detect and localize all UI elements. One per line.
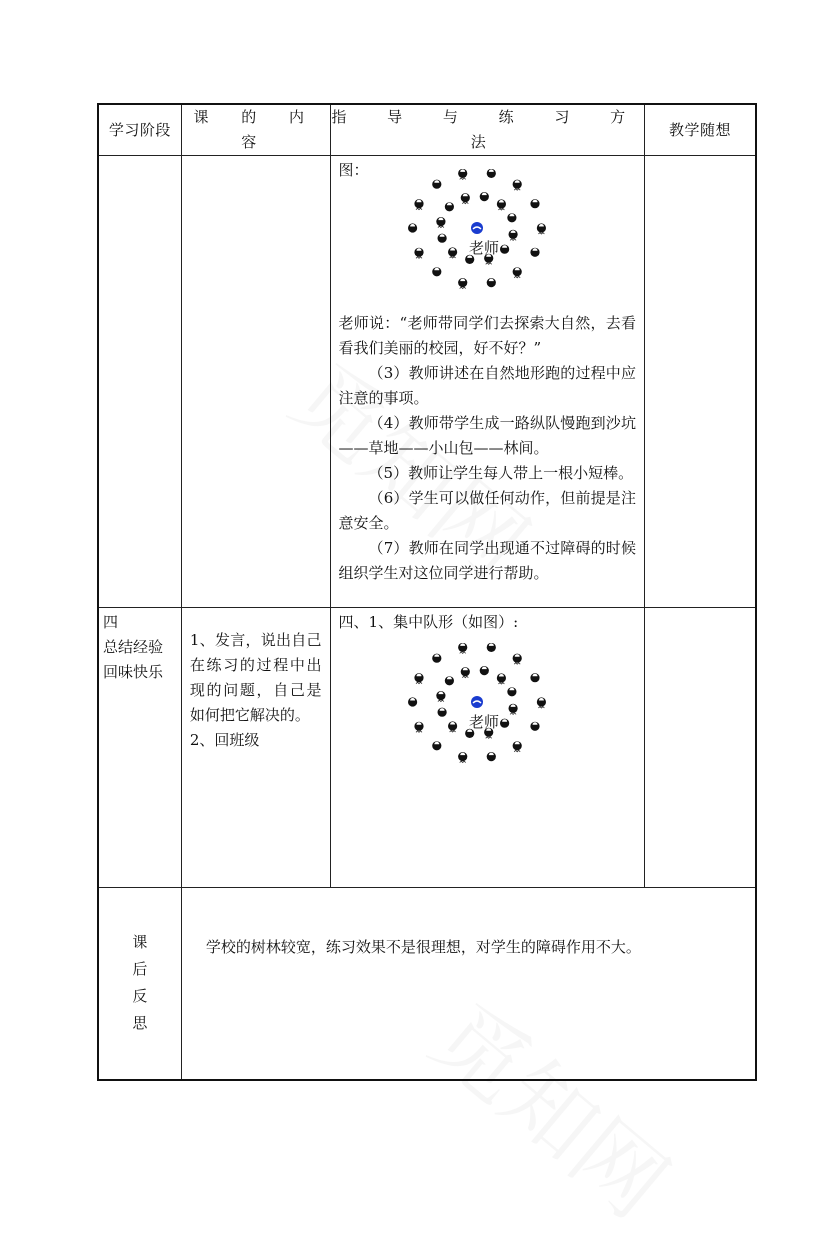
reflection-char: 反: [132, 987, 148, 1006]
student-dot: [513, 180, 522, 191]
reflection-text-cell: [181, 888, 756, 1080]
student-dot: [415, 199, 424, 210]
student-dot: [445, 202, 454, 211]
student-dot: [500, 245, 509, 254]
reflection-char: 后: [132, 960, 148, 979]
stage-cell: [98, 608, 181, 888]
student-dot: [415, 722, 424, 733]
student-dot: [461, 667, 470, 678]
student-dot: [513, 741, 522, 752]
content-cell: [181, 608, 330, 888]
notes-cell: [644, 608, 756, 888]
reflection-text: 学校的树林较宽，练习效果不是很理想，对学生的障碍作用不大。: [205, 937, 641, 956]
student-dot: [513, 654, 522, 665]
student-dot: [508, 213, 517, 222]
stage-cell: [98, 156, 181, 608]
header-method: 指 导 与 练 习 方 法: [330, 104, 644, 156]
student-dot: [497, 673, 506, 684]
method-line: （6）学生可以做任何动作，但前提是注意安全。: [338, 489, 636, 532]
student-dot: [487, 278, 496, 287]
student-dot: [458, 752, 467, 763]
student-dot: [458, 169, 467, 179]
student-dot: [531, 673, 540, 682]
method-line: 老师说：“老师带同学们去探索大自然，去看看我们美丽的校园，好不好？”: [338, 314, 636, 357]
header-content: 课 的 内 容: [181, 104, 330, 156]
student-dot: [487, 643, 496, 652]
lesson-plan-table: [97, 103, 757, 1081]
student-dot: [415, 248, 424, 259]
student-dot: [432, 654, 441, 663]
student-dot: [487, 169, 496, 178]
student-dot: [531, 722, 540, 731]
student-dot: [461, 193, 470, 204]
reflection-char: 课: [132, 933, 148, 952]
student-dot: [437, 691, 446, 702]
method-line: （7）教师在同学出现通不过障碍的时候组织学生对这位同学进行帮助。: [338, 539, 636, 582]
reflection-char: 思: [132, 1014, 148, 1033]
student-dot: [438, 708, 447, 717]
formation-diagram-1: [407, 169, 567, 309]
teacher-dot: [471, 696, 483, 708]
student-dot: [487, 752, 496, 761]
student-dot: [432, 180, 441, 189]
reflection-label: [98, 888, 181, 1080]
header-notes: 教学随想: [644, 104, 756, 156]
notes-cell: [644, 156, 756, 608]
stage-title: 总结经验: [103, 638, 164, 656]
method-line: （3）教师讲述在自然地形跑的过程中应注意的事项。: [338, 364, 636, 407]
content-text: 2、回班级: [189, 731, 260, 749]
student-dot: [432, 741, 441, 750]
student-dot: [438, 234, 447, 243]
figure-label: 图：: [338, 161, 369, 179]
table-row: [98, 156, 756, 608]
student-dot: [445, 676, 454, 685]
student-dot: [531, 248, 540, 257]
student-dot: [437, 217, 446, 228]
student-dot: [531, 199, 540, 208]
teacher-label: 老师: [469, 239, 500, 257]
student-dot: [513, 267, 522, 278]
header-stage: 学习阶段: [98, 104, 181, 156]
student-dot: [509, 230, 518, 241]
student-dot: [458, 278, 467, 289]
student-dot: [537, 697, 546, 708]
reflection-row: [98, 888, 756, 1080]
content-cell: [181, 156, 330, 608]
student-dot: [415, 673, 424, 684]
student-dot: [509, 704, 518, 715]
student-dot: [448, 721, 457, 732]
teacher-dot: [471, 222, 483, 234]
student-dot: [458, 643, 467, 653]
method-title: 四、1、集中队形（如图）:: [338, 613, 519, 631]
table-header-row: [98, 104, 756, 156]
student-dot: [508, 687, 517, 696]
stage-title: 回味快乐: [103, 663, 164, 681]
formation-diagram-2: [407, 643, 567, 783]
student-dot: [408, 697, 417, 706]
student-dot: [480, 192, 489, 201]
table-row: [98, 608, 756, 888]
student-dot: [432, 267, 441, 276]
teacher-label: 老师: [469, 713, 500, 731]
student-dot: [408, 223, 417, 232]
student-dot: [500, 719, 509, 728]
method-line: （5）教师让学生每人带上一根小短棒。: [368, 464, 634, 482]
student-dot: [537, 223, 546, 234]
student-dot: [480, 666, 489, 675]
method-cell: [330, 608, 644, 888]
student-dot: [448, 247, 457, 258]
content-text: 1、发言，说出自己在练习的过程中出现的问题，自己是如何把它解决的。: [189, 631, 322, 724]
method-line: （4）教师带学生成一路纵队慢跑到沙坑——草地——小山包——林间。: [338, 414, 636, 457]
method-cell: [330, 156, 644, 608]
student-dot: [497, 199, 506, 210]
stage-number: 四: [103, 613, 119, 631]
